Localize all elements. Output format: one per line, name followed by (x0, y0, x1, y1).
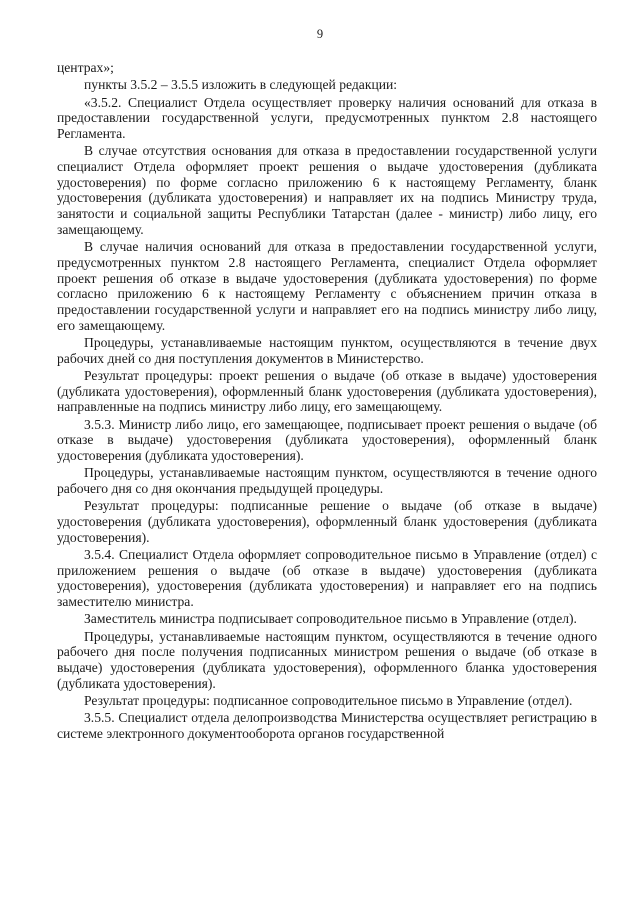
page-number: 9 (316, 27, 324, 41)
paragraph: 3.5.3. Министр либо лицо, его замещающее, подписывает проект решения о выдаче (об отказе в выдаче) удостоверения (дубликата удостоверения), оформленный бланк удостоверения (дубликата удостоверения). (57, 416, 597, 464)
document-body (57, 60, 597, 742)
paragraph: пункты 3.5.2 – 3.5.5 изложить в следующей редакции: (84, 77, 398, 93)
paragraph: В случае отсутствия основания для отказа в предоставлении государственной услуги специалист Отдела оформляет проект решения о выдаче удостоверения (дубликата удостоверения) по форме согласно приложению 6 к настоящему Регламенту, бланк удостоверения (дубликата удостоверения) и направляет их на подпись Министру труда, занятости и социальной защиты Республики Татарстан (далее - министр) либо лицу, его замещающему. (57, 143, 597, 237)
paragraph: В случае наличия оснований для отказа в предоставлении государственной услуги, предусмотренных пунктом 2.8 настоящего Регламента, специалист Отдела оформляет проект решения об отказе в выдаче удостоверения (дубликата удостоверения) по форме согласно приложению 6 к настоящему Регламенту с объяснением причин отказа в предоставлении государственной услуги и направляет его на подпись министру либо лицу, его замещающему. (57, 239, 597, 333)
paragraph: «3.5.2. Специалист Отдела осуществляет проверку наличия оснований для отказа в предоставлении государственной услуги, предусмотренных пунктом 2.8 настоящего Регламента. (57, 94, 597, 141)
paragraph: Результат процедуры: подписанные решение о выдаче (об отказе в выдаче) удостоверения (дубликата удостоверения), оформленный бланк удостоверения (дубликата удостоверения). (57, 498, 597, 545)
paragraph-continuation: центрах»; (57, 60, 114, 75)
paragraph: Процедуры, устанавливаемые настоящим пунктом, осуществляются в течение одного рабочего дня после получения подписанных министром решения о выдаче (об отказе в выдаче) удостоверения (дубликата удостоверения), оформленного бланка удостоверения (дубликата удостоверения). (57, 628, 597, 691)
paragraph: Результат процедуры: проект решения о выдаче (об отказе в выдаче) удостоверения (дубликата удостоверения), оформленный бланк удостоверения (дубликата удостоверения), направленные на подпись министру либо лицу, его замещающему. (57, 367, 597, 415)
paragraph: Процедуры, устанавливаемые настоящим пунктом, осуществляются в течение одного рабочего дня со дня окончания предыдущей процедуры. (57, 465, 597, 497)
paragraph: Процедуры, устанавливаемые настоящим пунктом, осуществляются в течение двух рабочих дней со дня поступления документов в Министерство. (57, 334, 597, 366)
paragraph: Результат процедуры: подписанное сопроводительное письмо в Управление (отдел). (84, 693, 573, 709)
paragraph: 3.5.4. Специалист Отдела оформляет сопроводительное письмо в Управление (отдел) с приложением решения о выдаче (об отказе в выдаче) удостоверения (дубликата удостоверения), удостоверения (дубликата удостоверения) и направляет его на подпись заместителю министра. (57, 547, 597, 610)
paragraph: Заместитель министра подписывает сопроводительное письмо в Управление (отдел). (84, 611, 577, 627)
paragraph: 3.5.5. Специалист отдела делопроизводства Министерства осуществляет регистрацию в системе электронного документооборота органов государственной (57, 710, 597, 742)
